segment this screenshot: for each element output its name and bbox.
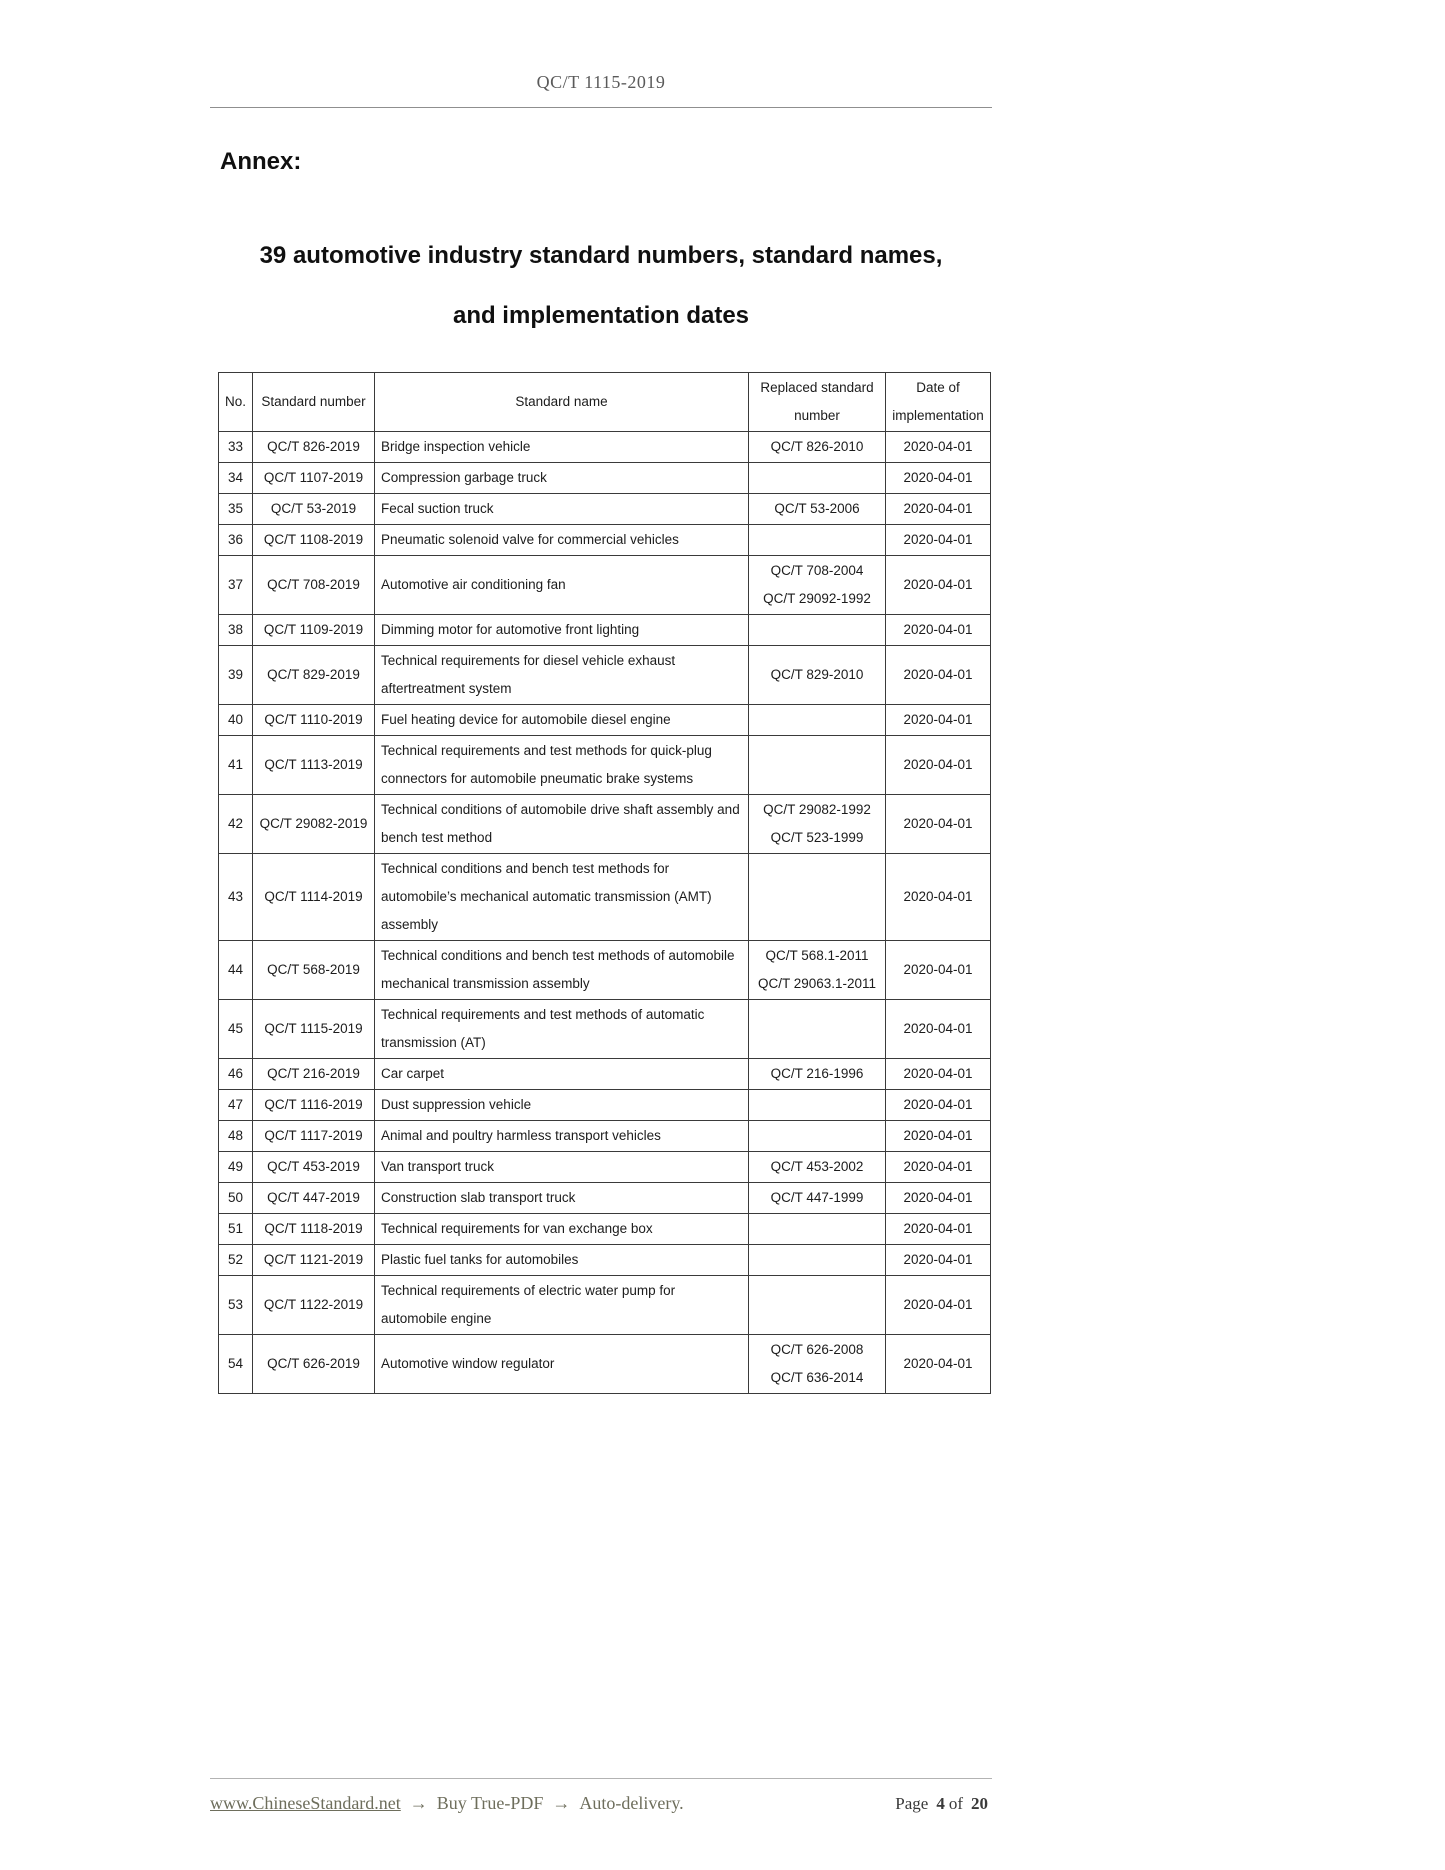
row-standard-name: Fuel heating device for automobile diesel engine [375,705,749,736]
table-row [219,1000,991,1059]
row-standard-number: QC/T 1117-2019 [253,1121,375,1152]
row-standard-number: QC/T 1109-2019 [253,615,375,646]
row-implementation-date: 2020-04-01 [886,494,991,525]
row-standard-number: QC/T 29082-2019 [253,795,375,854]
row-standard-name: Technical requirements of electric water pump for automobile engine [375,1276,749,1335]
row-implementation-date: 2020-04-01 [886,1059,991,1090]
row-no: 33 [219,432,253,463]
replaced-standard-line: QC/T 216-1996 [770,1066,864,1081]
row-no: 41 [219,736,253,795]
row-no: 34 [219,463,253,494]
row-standard-number: QC/T 626-2019 [253,1335,375,1394]
document-title-line1: 39 automotive industry standard numbers, standard names, [259,242,943,269]
row-standard-name: Bridge inspection vehicle [375,432,749,463]
row-replaced-standard [749,1276,886,1335]
row-implementation-date: 2020-04-01 [886,525,991,556]
row-standard-name: Technical requirements and test methods for quick-plug connectors for automobile pneumatic brake systems [375,736,749,795]
row-standard-name: Pneumatic solenoid valve for commercial vehicles [375,525,749,556]
row-replaced-standard [749,615,886,646]
row-standard-number: QC/T 829-2019 [253,646,375,705]
page-footer [210,1778,992,1814]
row-replaced-standard [749,646,886,705]
row-implementation-date: 2020-04-01 [886,615,991,646]
col-header-no: No. [219,373,253,432]
row-implementation-date: 2020-04-01 [886,1276,991,1335]
row-no: 53 [219,1276,253,1335]
row-replaced-standard [749,432,886,463]
row-standard-number: QC/T 1110-2019 [253,705,375,736]
row-replaced-standard [749,705,886,736]
header-divider [210,107,992,108]
table-row [219,1152,991,1183]
row-standard-number: QC/T 1114-2019 [253,854,375,941]
total-pages: 20 [971,1794,988,1813]
table-row [219,615,991,646]
col-header-date-line1: Date of [916,380,960,395]
document-title-line2: and implementation dates [452,302,750,329]
document-header-title: QC/T 1115-2019 [536,72,666,92]
footer-buy-text: Buy True-PDF [436,1793,544,1813]
row-standard-name: Technical conditions and bench test methods for automobile’s mechanical automatic transmission (AMT) assembly [375,854,749,941]
row-implementation-date: 2020-04-01 [886,1000,991,1059]
arrow-icon: → [552,1793,571,1813]
row-no: 48 [219,1121,253,1152]
table-row [219,463,991,494]
table-row [219,432,991,463]
row-standard-number: QC/T 1107-2019 [253,463,375,494]
replaced-standard-line: QC/T 523-1999 [770,830,864,845]
row-replaced-standard [749,556,886,615]
table-row [219,1335,991,1394]
row-standard-name: Fecal suction truck [375,494,749,525]
replaced-standard-line: QC/T 29063.1-2011 [757,976,877,991]
replaced-standard-line: QC/T 453-2002 [770,1159,864,1174]
replaced-standard-line: QC/T 708-2004 [770,563,864,578]
row-implementation-date: 2020-04-01 [886,705,991,736]
table-row [219,1121,991,1152]
row-standard-number: QC/T 1115-2019 [253,1000,375,1059]
table-row [219,1059,991,1090]
row-implementation-date: 2020-04-01 [886,463,991,494]
col-header-date-line2: implementation [892,408,984,423]
row-no: 35 [219,494,253,525]
row-standard-number: QC/T 568-2019 [253,941,375,1000]
row-standard-name: Plastic fuel tanks for automobiles [375,1245,749,1276]
row-implementation-date: 2020-04-01 [886,1245,991,1276]
page-indicator [895,1794,992,1814]
row-standard-name: Car carpet [375,1059,749,1090]
row-standard-name: Technical requirements for van exchange box [375,1214,749,1245]
table-row [219,1090,991,1121]
annex-label: Annex: [220,148,302,175]
page-label: Page [895,1794,929,1813]
replaced-standard-line: QC/T 829-2010 [770,667,864,682]
col-header-replaced-line2: number [794,408,840,423]
document-title [210,226,992,346]
row-no: 36 [219,525,253,556]
content-column [210,0,992,1394]
standards-table [218,372,991,1394]
row-replaced-standard [749,1335,886,1394]
page-number: 4 [936,1794,945,1813]
row-standard-name: Automotive window regulator [375,1335,749,1394]
table-row [219,1276,991,1335]
row-implementation-date: 2020-04-01 [886,1214,991,1245]
row-no: 47 [219,1090,253,1121]
row-replaced-standard [749,854,886,941]
row-standard-name: Construction slab transport truck [375,1183,749,1214]
table-row [219,646,991,705]
col-header-replaced-line1: Replaced standard [760,380,874,395]
row-standard-name: Automotive air conditioning fan [375,556,749,615]
replaced-standard-line: QC/T 447-1999 [770,1190,864,1205]
of-label: of [948,1794,963,1813]
table-row [219,854,991,941]
row-no: 40 [219,705,253,736]
row-standard-number: QC/T 453-2019 [253,1152,375,1183]
table-row [219,494,991,525]
table-row [219,556,991,615]
row-replaced-standard [749,1059,886,1090]
row-implementation-date: 2020-04-01 [886,1152,991,1183]
replaced-standard-line: QC/T 636-2014 [770,1370,864,1385]
row-implementation-date: 2020-04-01 [886,1090,991,1121]
row-no: 45 [219,1000,253,1059]
row-replaced-standard [749,1183,886,1214]
row-replaced-standard [749,1000,886,1059]
row-replaced-standard [749,1121,886,1152]
row-replaced-standard [749,795,886,854]
row-no: 51 [219,1214,253,1245]
table-row [219,525,991,556]
row-standard-name: Dust suppression vehicle [375,1090,749,1121]
row-replaced-standard [749,736,886,795]
row-standard-name: Dimming motor for automotive front lighting [375,615,749,646]
row-no: 42 [219,795,253,854]
row-implementation-date: 2020-04-01 [886,1335,991,1394]
row-standard-number: QC/T 708-2019 [253,556,375,615]
row-implementation-date: 2020-04-01 [886,556,991,615]
footer-delivery-text: Auto-delivery. [579,1793,684,1813]
footer-branding [210,1793,684,1814]
table-row [219,795,991,854]
row-standard-name: Compression garbage truck [375,463,749,494]
col-header-standard-number: Standard number [253,373,375,432]
row-no: 37 [219,556,253,615]
row-replaced-standard [749,1245,886,1276]
row-no: 54 [219,1335,253,1394]
row-replaced-standard [749,463,886,494]
row-replaced-standard [749,494,886,525]
row-no: 50 [219,1183,253,1214]
row-replaced-standard [749,1214,886,1245]
row-implementation-date: 2020-04-01 [886,941,991,1000]
chinesestandard-link[interactable]: www.ChineseStandard.net [210,1793,401,1813]
row-implementation-date: 2020-04-01 [886,736,991,795]
table-row [219,736,991,795]
row-no: 43 [219,854,253,941]
row-standard-number: QC/T 1113-2019 [253,736,375,795]
replaced-standard-line: QC/T 568.1-2011 [765,948,869,963]
row-standard-number: QC/T 1108-2019 [253,525,375,556]
row-standard-number: QC/T 216-2019 [253,1059,375,1090]
row-no: 39 [219,646,253,705]
table-row [219,941,991,1000]
row-no: 49 [219,1152,253,1183]
replaced-standard-line: QC/T 626-2008 [770,1342,864,1357]
row-replaced-standard [749,1090,886,1121]
row-replaced-standard [749,1152,886,1183]
row-implementation-date: 2020-04-01 [886,1121,991,1152]
row-replaced-standard [749,525,886,556]
row-standard-number: QC/T 53-2019 [253,494,375,525]
row-standard-name: Technical requirements for diesel vehicle exhaust aftertreatment system [375,646,749,705]
row-no: 44 [219,941,253,1000]
replaced-standard-line: QC/T 29092-1992 [763,591,871,606]
row-standard-name: Technical conditions and bench test methods of automobile mechanical transmission assembly [375,941,749,1000]
row-standard-name: Animal and poultry harmless transport vehicles [375,1121,749,1152]
row-standard-name: Technical conditions of automobile drive shaft assembly and bench test method [375,795,749,854]
table-row [219,705,991,736]
row-no: 46 [219,1059,253,1090]
col-header-implementation-date [886,373,991,432]
replaced-standard-line: QC/T 29082-1992 [763,802,871,817]
row-standard-name: Technical requirements and test methods of automatic transmission (AT) [375,1000,749,1059]
replaced-standard-line: QC/T 53-2006 [774,501,860,516]
replaced-standard-line: QC/T 826-2010 [770,439,864,454]
row-implementation-date: 2020-04-01 [886,432,991,463]
row-replaced-standard [749,941,886,1000]
row-standard-number: QC/T 1122-2019 [253,1276,375,1335]
table-row [219,1245,991,1276]
table-row [219,1183,991,1214]
row-standard-number: QC/T 1121-2019 [253,1245,375,1276]
row-no: 38 [219,615,253,646]
row-standard-number: QC/T 1118-2019 [253,1214,375,1245]
row-implementation-date: 2020-04-01 [886,646,991,705]
row-standard-number: QC/T 1116-2019 [253,1090,375,1121]
row-implementation-date: 2020-04-01 [886,1183,991,1214]
table-header-row [219,373,991,432]
arrow-icon: → [409,1793,428,1813]
row-implementation-date: 2020-04-01 [886,854,991,941]
table-row [219,1214,991,1245]
row-standard-name: Van transport truck [375,1152,749,1183]
row-no: 52 [219,1245,253,1276]
col-header-standard-name: Standard name [375,373,749,432]
row-implementation-date: 2020-04-01 [886,795,991,854]
row-standard-number: QC/T 447-2019 [253,1183,375,1214]
row-standard-number: QC/T 826-2019 [253,432,375,463]
col-header-replaced-standard [749,373,886,432]
